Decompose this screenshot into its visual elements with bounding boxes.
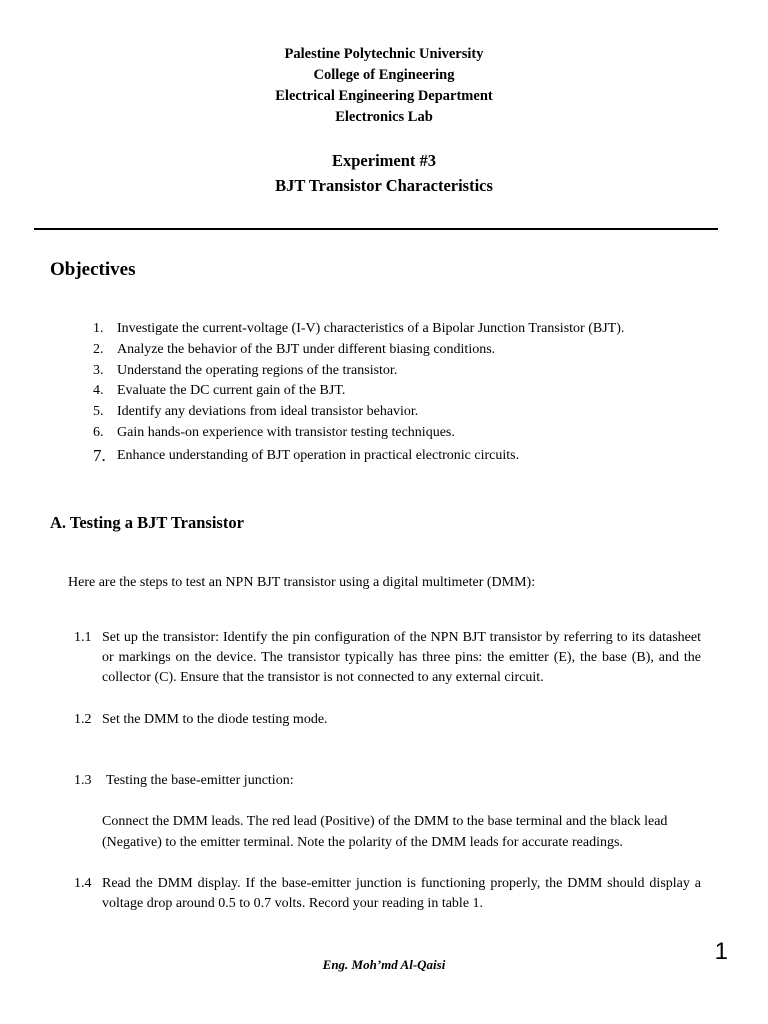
university-name: Palestine Polytechnic University	[284, 46, 484, 62]
step-1-1	[74, 628, 701, 688]
step-number: 1.3	[74, 773, 92, 788]
step-1-2	[74, 710, 701, 730]
list-item	[93, 444, 733, 468]
experiment-heading	[0, 148, 768, 198]
list-number: 4.	[93, 383, 104, 399]
list-number: 6.	[93, 424, 104, 440]
footer-author: Eng. Moh’md Al-Qaisi	[322, 957, 446, 972]
step-number: 1.4	[74, 876, 92, 891]
step-text: Read the DMM display. If the base-emitter junction is functioning properly, the DMM should display a voltage drop around 0.5 to 0.7 volts. Record your reading in table 1.	[102, 876, 701, 911]
section-a-intro: Here are the steps to test an NPN BJT transistor using a digital multimeter (DMM):	[68, 575, 536, 590]
experiment-title: BJT Transistor Characteristics	[275, 176, 493, 195]
lab-name: Electronics Lab	[335, 109, 433, 125]
step-text: Set the DMM to the diode testing mode.	[102, 712, 328, 727]
list-item	[93, 402, 733, 423]
department-name: Electrical Engineering Department	[275, 88, 493, 104]
section-a-heading: A. Testing a BJT Transistor	[50, 513, 244, 532]
objectives-list	[93, 319, 733, 468]
list-number: 2.	[93, 341, 104, 357]
list-number: 5.	[93, 404, 104, 420]
step-number: 1.2	[74, 712, 92, 727]
step-1-4	[74, 874, 701, 914]
step-text: Testing the base-emitter junction:	[106, 773, 294, 788]
list-text: Enhance understanding of BJT operation in practical electronic circuits.	[117, 447, 520, 463]
objectives-heading: Objectives	[50, 259, 136, 280]
list-item	[93, 381, 733, 402]
step-number: 1.1	[74, 630, 92, 645]
page-number: 1	[714, 938, 728, 965]
list-item	[93, 423, 733, 444]
step-1-3-paragraph: Connect the DMM leads. The red lead (Positive) of the DMM to the base terminal and the black lead (Negative) to the emitter terminal. Note the polarity of the DMM leads for accurate readings.	[102, 814, 668, 850]
list-text: Analyze the behavior of the BJT under different biasing conditions.	[117, 341, 496, 357]
list-text: Investigate the current-voltage (I-V) characteristics of a Bipolar Junction Transistor (BJT).	[117, 321, 625, 336]
horizontal-divider	[34, 228, 718, 230]
list-text: Gain hands-on experience with transistor testing techniques.	[117, 424, 455, 440]
step-text: Set up the transistor: Identify the pin configuration of the NPN BJT transistor by referring to its datasheet or markings on the device. The transistor typically has three pins: the emitter (E), the base (B), and the collector (C). Ensure that the transistor is not connected to any external circuit.	[102, 630, 701, 685]
document-header	[0, 44, 768, 128]
list-item	[93, 361, 733, 382]
list-number: 7.	[93, 445, 106, 465]
experiment-number: Experiment #3	[331, 151, 437, 170]
list-text: Evaluate the DC current gain of the BJT.	[117, 383, 346, 399]
list-item	[93, 340, 733, 361]
list-item	[93, 319, 733, 340]
list-number: 3.	[93, 362, 104, 378]
college-name: College of Engineering	[313, 67, 455, 83]
step-1-3	[74, 771, 701, 791]
list-text: Understand the operating regions of the transistor.	[117, 362, 398, 378]
list-text: Identify any deviations from ideal transistor behavior.	[117, 404, 419, 420]
list-number: 1.	[93, 321, 104, 336]
